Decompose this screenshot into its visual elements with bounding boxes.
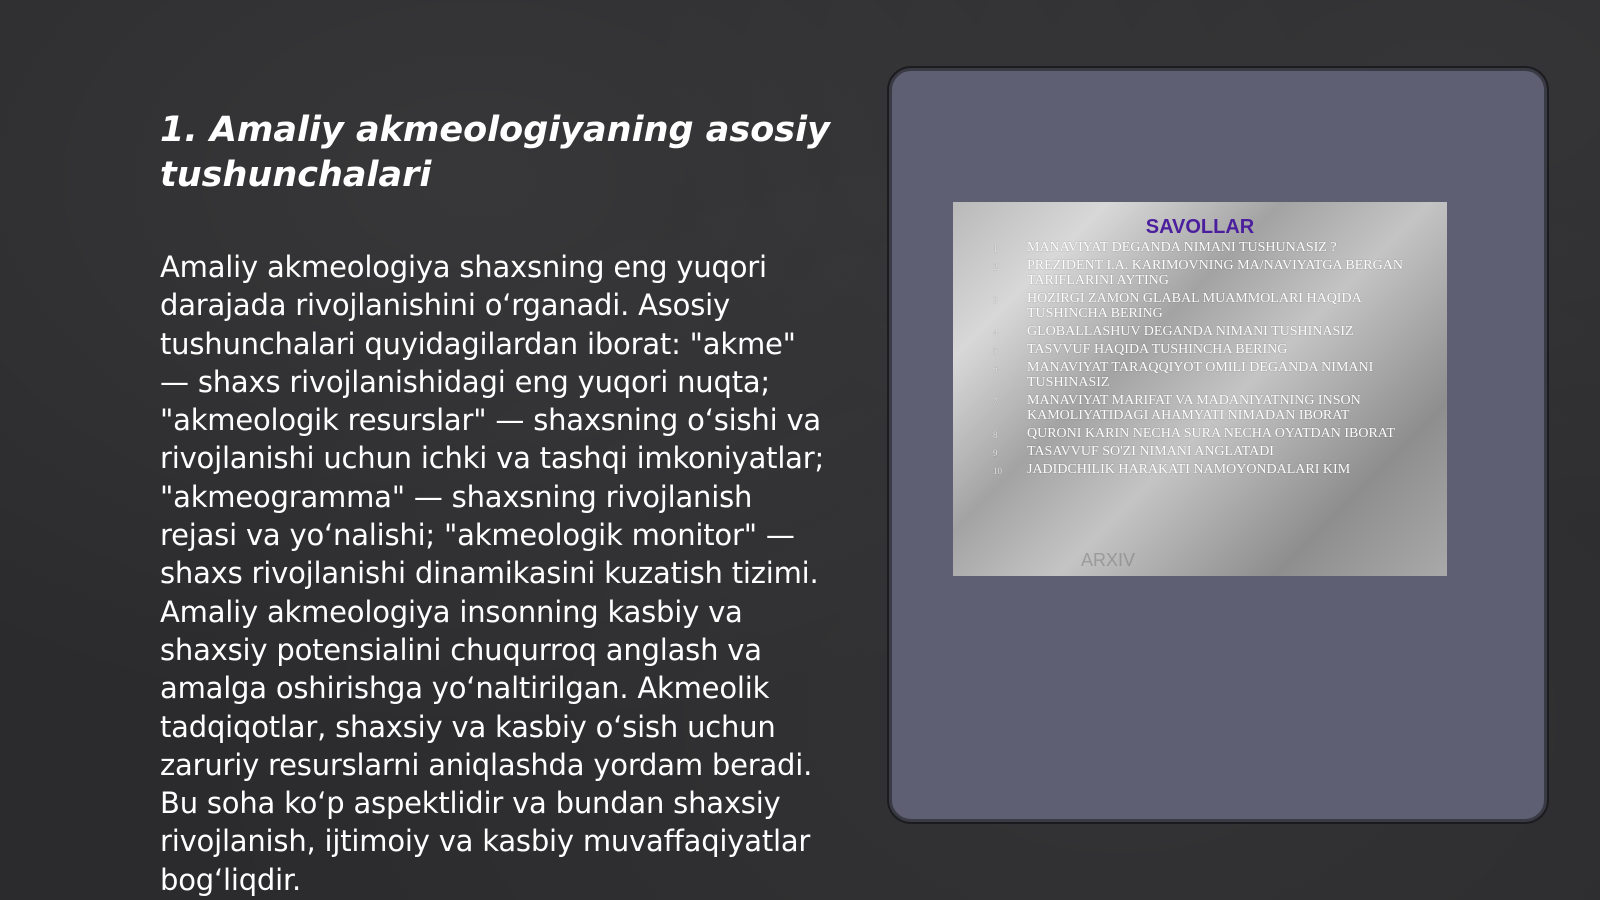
slide-watermark: ARXIV: [1081, 550, 1136, 570]
question-number: 6: [993, 364, 998, 374]
question-text: MANAVIYAT TARAQQIYOT OMILI DEGANDA NIMANI TUSHINASIZ: [1027, 360, 1374, 390]
list-item: [993, 324, 1433, 339]
question-number: 10: [993, 466, 1002, 476]
question-number: 9: [993, 448, 998, 458]
page-title: 1. Amaliy akmeologiyaning asosiy tushunchalari: [160, 110, 830, 195]
list-item: [993, 462, 1433, 477]
list-item: [993, 291, 1433, 321]
question-number: 7: [993, 397, 998, 407]
question-text: TASVVUF HAQIDA TUSHINCHA BERING: [1027, 342, 1288, 357]
list-item: [993, 240, 1433, 255]
question-number: 2: [993, 262, 998, 272]
question-text: HOZIRGI ZAMON GLABAL MUAMMOLARI HAQIDA TUSHINCHA BERING: [1027, 291, 1361, 321]
question-text: MANAVIYAT MARIFAT VA MADANIYATNING INSON KAMOLIYATIDAGI AHAMYATI NIMADAN IBORAT: [1027, 393, 1361, 423]
list-item: [993, 360, 1433, 390]
question-number: 4: [993, 328, 998, 338]
list-item: [993, 342, 1433, 357]
slide-heading: SAVOLLAR: [1145, 216, 1255, 238]
question-text: PREZIDENT I.A. KARIMOVNING MA/NAVIYATGA BERGAN TARIFLARINI AYTING: [1027, 258, 1403, 288]
question-list: [993, 240, 1433, 480]
question-text: JADIDCHILIK HARAKATI NAMOYONDALARI KIM: [1027, 462, 1351, 477]
question-number: 8: [993, 430, 998, 440]
question-text: QURONI KARIN NECHA SURA NECHA OYATDAN IBORAT: [1027, 426, 1395, 441]
list-item: [993, 426, 1433, 441]
question-number: 1: [993, 244, 998, 254]
question-number: 5: [993, 346, 998, 356]
question-text: TASAVVUF SO'ZI NIMANI ANGLATADI: [1027, 444, 1274, 459]
image-card: [889, 68, 1547, 822]
list-item: [993, 444, 1433, 459]
question-number: 3: [993, 295, 998, 305]
question-text: MANAVIYAT DEGANDA NIMANI TUSHUNASIZ ?: [1027, 240, 1337, 255]
body-paragraph: Amaliy akmeologiya shaxsning eng yuqori darajada rivojlanishini oʻrganadi. Asosiy tushunchalari quyidagilardan iborat: "akme" — shaxs rivojlanishidagi eng yuqori nuqta; "akmeologik resurslar" — shaxsning oʻsishi va rivojlanishi uchun ichki va tashqi imkoniyatlar; "akmeogramma" — shaxsning rivojlanish rejasi va yoʻnalishi; "akmeologik monitor" — shaxs rivojlanishi dinamikasini kuzatish tizimi. Amaliy akmeologiya insonning kasbiy va shaxsiy potensialini chuqurroq anglash va amalga oshirishga yoʻnaltirilgan. Akmeolik tadqiqotlar, shaxsiy va kasbiy oʻsish uchun zaruriy resurslarni aniqlashda yordam beradi. Bu soha koʻp aspektlidir va bundan shaxsiy rivojlanish, ijtimoiy va kasbiy muvaffaqiyatlar bogʻliqdir.: [160, 250, 825, 897]
list-item: [993, 258, 1433, 288]
question-text: GLOBALLASHUV DEGANDA NIMANI TUSHINASIZ: [1027, 324, 1354, 339]
text-column: [160, 108, 830, 899]
embedded-slide-image: [953, 202, 1447, 576]
list-item: [993, 393, 1433, 423]
